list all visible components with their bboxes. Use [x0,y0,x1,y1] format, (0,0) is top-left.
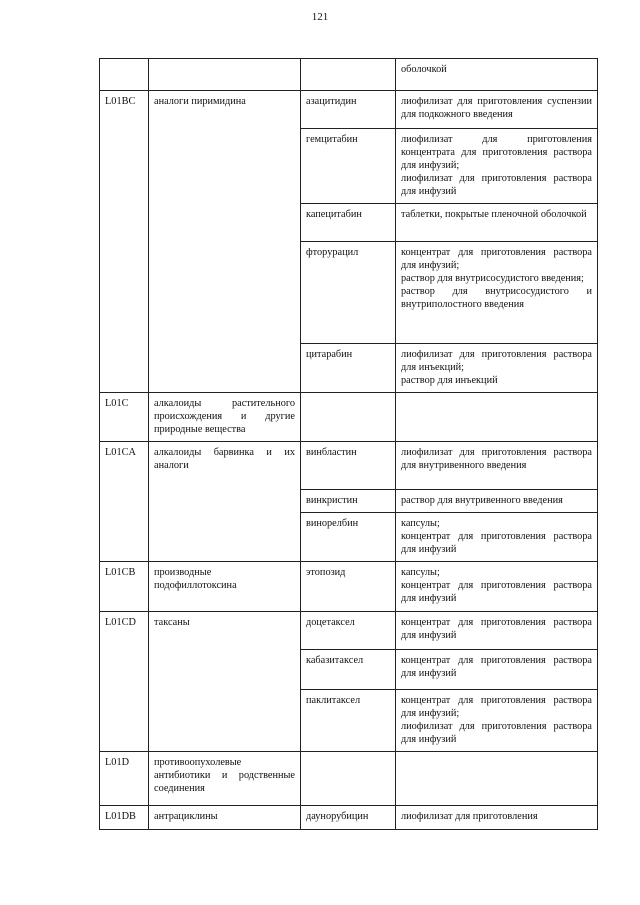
dosage-form-cell [396,490,598,513]
dosage-form-cell [396,204,598,242]
drug-name-cell: паклитаксел [301,690,396,752]
dosage-form-item: концентрат для приготовления раствора для инфузий [401,617,592,641]
drug-name-cell: цитарабин [301,344,396,393]
dosage-form-cell [396,562,598,612]
pharmacological-group-cell: алкалоиды растительного происхождения и другие природные вещества [149,393,301,442]
atc-code-cell [100,59,149,91]
dosage-form-item: раствор для внутрисосудистого введения; [401,273,584,284]
dosage-form-item: лиофилизат для приготовления раствора для инфузий [401,721,592,745]
atc-code-cell: L01C [100,393,149,442]
dosage-form-item: таблетки, покрытые пленочной оболочкой [401,209,587,220]
dosage-form-item: концентрат для приготовления раствора для инфузий; [401,247,592,271]
dosage-form-cell [396,752,598,806]
dosage-form-item: лиофилизат для приготовления суспензии для подкожного введения [401,96,592,120]
dosage-form-item: раствор для внутрисосудистого и внутриполостного введения [401,286,592,310]
drug-name-cell: азацитидин [301,91,396,129]
dosage-form-cell [396,513,598,562]
dosage-form-item: капсулы; [401,567,440,578]
atc-code-cell: L01CB [100,562,149,612]
table-row [100,752,598,806]
dosage-form-cell [396,393,598,442]
dosage-form-item: лиофилизат для приготовления [401,811,538,822]
medicines-table [99,58,598,830]
pharmacological-group-cell: антрациклины [149,806,301,830]
dosage-form-cell [396,129,598,204]
atc-code-cell: L01CD [100,612,149,752]
drug-name-cell: кабазитаксел [301,650,396,690]
drug-name-cell: даунорубицин [301,806,396,830]
dosage-form-item: концентрат для приготовления раствора для инфузий [401,580,592,604]
dosage-form-cell [396,806,598,830]
dosage-form-item: оболочкой [401,64,447,75]
drug-name-cell [301,752,396,806]
pharmacological-group-cell: производные подофиллотоксина [149,562,301,612]
pharmacological-group-cell: аналоги пиримидина [149,91,301,393]
dosage-form-item: концентрат для приготовления раствора для инфузий; [401,695,592,719]
dosage-form-item: лиофилизат для приготовления раствора для инъекций; [401,349,592,373]
drug-name-cell: винбластин [301,442,396,490]
pharmacological-group-cell: противоопухолевые антибиотики и родственные соединения [149,752,301,806]
dosage-form-item: концентрат для приготовления раствора для инфузий [401,531,592,555]
atc-code-cell: L01CA [100,442,149,562]
dosage-form-cell [396,690,598,752]
dosage-form-item: раствор для инъекций [401,375,498,386]
drug-name-cell: гемцитабин [301,129,396,204]
pharmacological-group-cell: таксаны [149,612,301,752]
atc-code-cell: L01DB [100,806,149,830]
dosage-form-item: лиофилизат для приготовления раствора для инфузий [401,173,592,197]
atc-code-cell: L01BC [100,91,149,393]
table-row [100,612,598,650]
dosage-form-item: раствор для внутривенного введения [401,495,563,506]
table-row [100,393,598,442]
dosage-form-item: лиофилизат для приготовления концентрата для приготовления раствора для инфузий; [401,134,592,171]
dosage-form-cell [396,650,598,690]
dosage-form-cell [396,344,598,393]
dosage-form-item: концентрат для приготовления раствора для инфузий [401,655,592,679]
drug-name-cell: винкристин [301,490,396,513]
table-row [100,806,598,830]
drug-name-cell: этопозид [301,562,396,612]
drug-name-cell [301,393,396,442]
dosage-form-cell [396,442,598,490]
table-row [100,562,598,612]
table-row [100,91,598,129]
dosage-form-cell [396,612,598,650]
drug-name-cell: фторурацил [301,242,396,344]
drug-name-cell: капецитабин [301,204,396,242]
table-row [100,442,598,490]
pharmacological-group-cell [149,59,301,91]
pharmacological-group-cell: алкалоиды барвинка и их аналоги [149,442,301,562]
drug-name-cell: доцетаксел [301,612,396,650]
dosage-form-cell [396,91,598,129]
atc-code-cell: L01D [100,752,149,806]
page-number: 121 [311,11,329,23]
drug-name-cell [301,59,396,91]
dosage-form-item: лиофилизат для приготовления раствора для внутривенного введения [401,447,592,471]
dosage-form-cell [396,59,598,91]
dosage-form-item: капсулы; [401,518,440,529]
table-row [100,59,598,91]
drug-name-cell: винорелбин [301,513,396,562]
dosage-form-cell [396,242,598,344]
